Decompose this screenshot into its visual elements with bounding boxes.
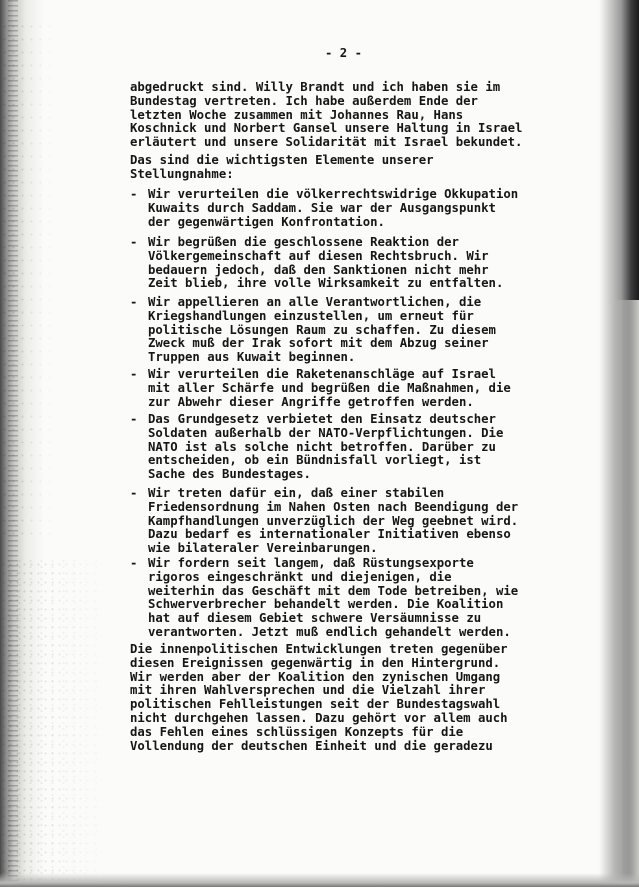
bullet-marker: -: [130, 367, 138, 381]
scan-noise-lower-left: [0, 560, 110, 887]
paragraph-summary-heading: Das sind die wichtigsten Elemente unserer Stellungnahme:: [130, 153, 434, 181]
bullet-marker: -: [130, 187, 138, 201]
bullet-item-occupation: Wir verurteilen die völkerrechtswidrige Okkupation Kuwaits durch Saddam. Sie war der Ausgangspunkt der gegenwärtigen Konfrontation.: [148, 187, 519, 229]
page-number: - 2 -: [325, 46, 363, 60]
bullet-item-appeal: Wir appellieren an alle Verantwortlichen, die Kriegshandlungen einzustellen, um erneut für politische Lösungen Raum zu schaffen. Zu diesem Zweck muß der Irak sofort mit dem Abzug seiner Truppen aus Kuwait beginnen.: [148, 295, 496, 365]
scan-noise-upper-left: [0, 20, 60, 540]
scan-shadow-right-lower: [613, 300, 639, 887]
bullet-item-israel: Wir verurteilen die Raketenanschläge auf Israel mit aller Schärfe und begrüßen die Maßnahmen, die zur Abwehr dieser Angriffe getroffen werden.: [148, 367, 511, 409]
bullet-item-peace-order: Wir treten dafür ein, daß einer stabilen Friedensordnung im Nahen Osten nach Beendigung der Kampfhandlungen unverzüglich der Weg geebnet wird. Dazu bedarf es internationaler Initiativen ebenso wie bilateraler Vereinbarungen.: [148, 486, 519, 556]
bullet-marker: -: [130, 295, 138, 309]
bullet-item-sanctions: Wir begrüßen die geschlossene Reaktion der Völkergemeinschaft auf diesen Rechtsbruch. Wir bedauern jedoch, daß den Sanktionen nicht mehr Zeit blieb, ihre volle Wirksamkeit zu entfalten.: [148, 235, 504, 291]
bullet-marker: -: [130, 412, 138, 426]
bullet-item-grundgesetz: Das Grundgesetz verbietet den Einsatz deutscher Soldaten außerhalb der NATO-Verpflichtungen. Die NATO ist als solche nicht betroffen. Darüber zu entscheiden, ob ein Bündnisfall vorliegt, ist Sache des Bundestages.: [148, 412, 504, 482]
scan-shadow-bottom: [0, 873, 639, 887]
paragraph-intro: abgedruckt sind. Willy Brandt und ich haben sie im Bundestag vertreten. Ich habe außerdem Ende der letzten Woche zusammen mit Johannes Rau, Hans Koschnick und Norbert Gansel unsere Haltung in Israel erläutert und unsere Solidarität mit Israel bekundet.: [130, 80, 523, 150]
bullet-marker: -: [130, 556, 138, 570]
bullet-item-arms-exports: Wir fordern seit langem, daß Rüstungsexporte rigoros eingeschränkt und diejenigen, die weiterhin das Geschäft mit dem Tode betreiben, wie Schwerverbrecher behandelt werden. Die Koalition hat auf diesem Gebiet schwere Versäumnisse zu verantworten. Jetzt muß endlich gehandelt werden.: [148, 556, 519, 639]
bullet-marker: -: [130, 235, 138, 249]
paragraph-domestic-policy: Die innenpolitischen Entwicklungen treten gegenüber diesen Ereignissen gegenwärtig in den Hintergrund. Wir werden aber der Koalition den zynischen Umgang mit ihren Wahlversprechen und die Vielzahl ihrer politischen Fehlleistungen seit der Bundestagswahl nicht durchgehen lassen. Dazu gehört vor allem auch das Fehlen eines schlüssigen Konzepts für die Vollendung der deutschen Einheit und die geradezu: [130, 642, 508, 753]
bullet-marker: -: [130, 486, 138, 500]
